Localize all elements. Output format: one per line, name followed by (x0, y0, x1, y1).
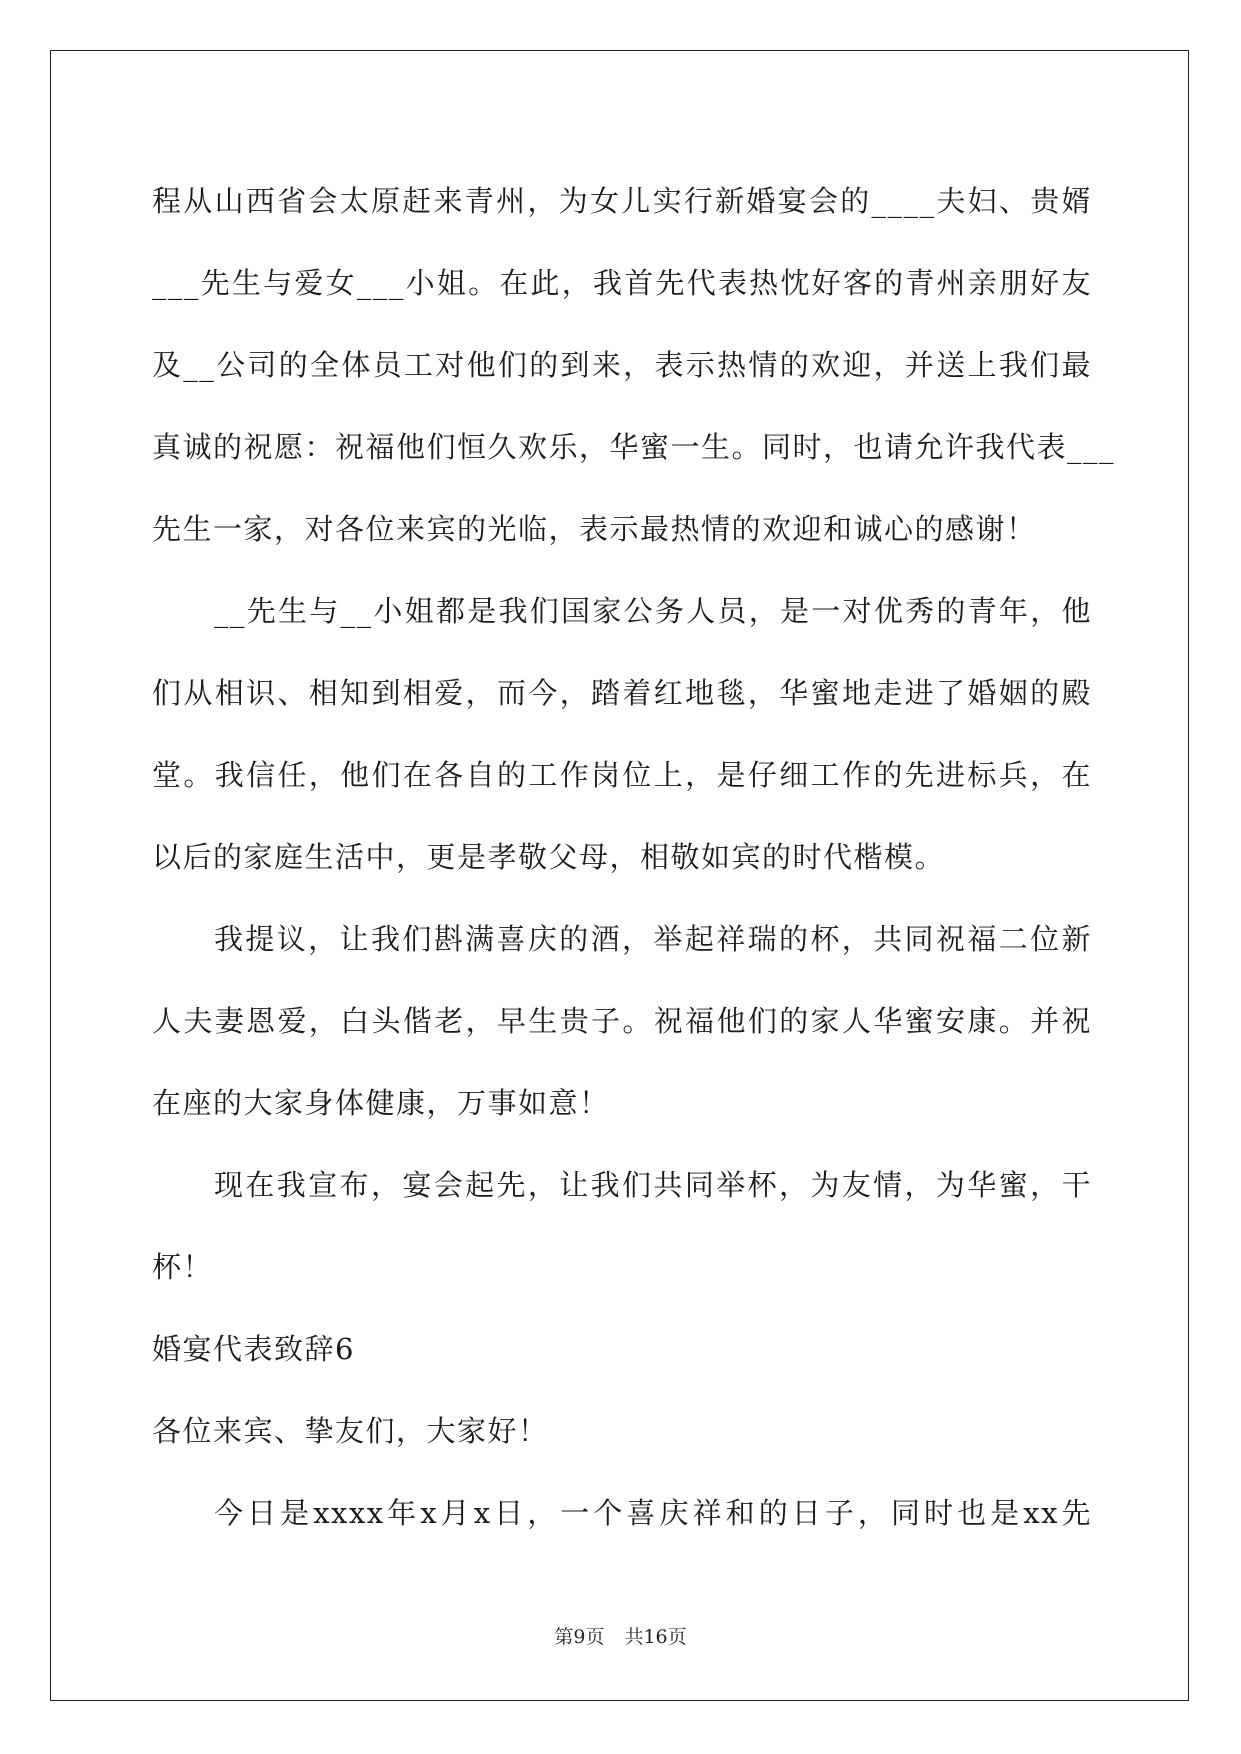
document-body (152, 160, 1116, 1554)
paragraph-line: __先生与__小姐都是我们国家公务人员，是一对优秀的青年，他 (214, 594, 1092, 628)
paragraph-line: 先生一家，对各位来宾的光临，表示最热情的欢迎和诚心的感谢！ (152, 512, 1037, 546)
paragraph-line: 堂。我信任，他们在各自的工作岗位上，是仔细工作的先进标兵，在 (152, 758, 1092, 792)
paragraph-line: 以后的家庭生活中，更是孝敬父母，相敬如宾的时代楷模。 (152, 840, 946, 874)
paragraph-line: 在座的大家身体健康，万事如意！ (152, 1086, 610, 1120)
paragraph-line: 们从相识、相知到相爱，而今，踏着红地毯，华蜜地走进了婚姻的殿 (152, 676, 1092, 710)
paragraph-line: 今日是xxxx年x月x日，一个喜庆祥和的日子，同时也是xx先 (214, 1496, 1092, 1530)
paragraph-line: 人夫妻恩爱，白头偕老，早生贵子。祝福他们的家人华蜜安康。并祝 (152, 1004, 1092, 1038)
paragraph-line: ___先生与爱女___小姐。在此，我首先代表热忱好客的青州亲朋好友 (152, 266, 1092, 300)
page-number: 第9页 (554, 1626, 605, 1648)
paragraph-line: 真诚的祝愿：祝福他们恒久欢乐，华蜜一生。同时，也请允许我代表___ (152, 430, 1116, 464)
paragraph-line: 我提议，让我们斟满喜庆的酒，举起祥瑞的杯，共同祝福二位新 (214, 922, 1092, 956)
paragraph-line: 程从山西省会太原赶来青州，为女儿实行新婚宴会的____夫妇、贵婿 (152, 184, 1092, 218)
section-heading: 婚宴代表致辞6 (152, 1332, 355, 1366)
paragraph-line: 现在我宣布，宴会起先，让我们共同举杯，为友情，为华蜜，干 (214, 1168, 1092, 1202)
paragraph-line: 杯！ (152, 1250, 214, 1284)
greeting-line: 各位来宾、挚友们，大家好！ (152, 1414, 549, 1448)
page-total: 共16页 (624, 1626, 687, 1648)
paragraph-line: 及__公司的全体员工对他们的到来，表示热情的欢迎，并送上我们最 (152, 348, 1092, 382)
page-footer (0, 1622, 1241, 1649)
